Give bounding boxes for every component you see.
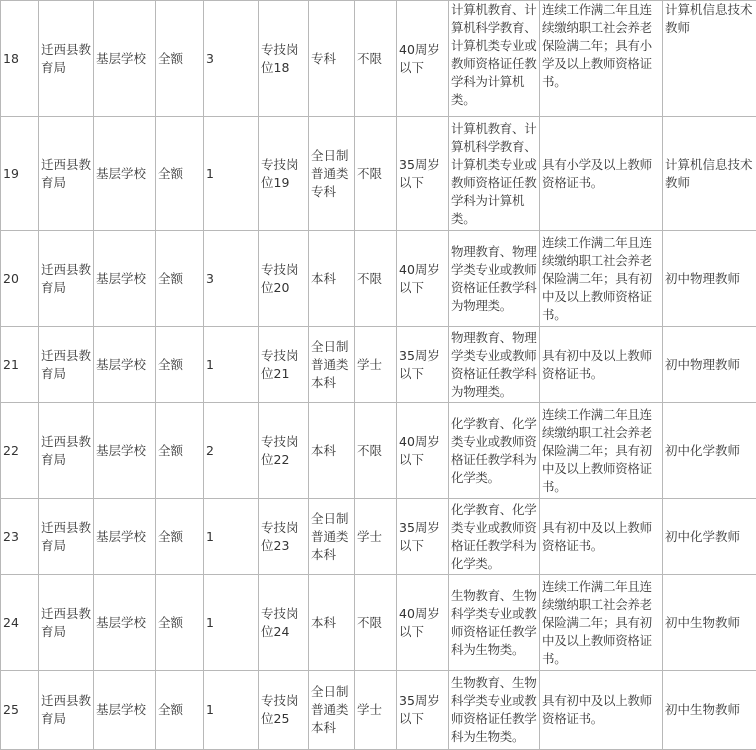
post-name: 专技岗位20 <box>259 231 309 327</box>
other-requirement: 具有初中及以上教师资格证书。 <box>540 499 663 575</box>
employer-unit: 迁西县教育局 <box>39 403 94 499</box>
age-requirement: 35周岁以下 <box>397 671 449 750</box>
major-requirement: 计算机教育、计算机科学教育、计算机类专业或教师资格证任教学科为计算机类。 <box>449 1 540 117</box>
post-name: 专技岗位25 <box>259 671 309 750</box>
other-requirement: 连续工作满二年且连续缴纳职工社会养老保险满二年；具有初中及以上教师资格证书。 <box>540 231 663 327</box>
remark: 初中生物教师 <box>663 671 756 750</box>
degree-requirement: 不限 <box>355 117 397 231</box>
education-requirement: 本科 <box>309 403 355 499</box>
unit-level: 基层学校 <box>94 231 156 327</box>
education-requirement: 全日制普通类专科 <box>309 117 355 231</box>
education-requirement: 专科 <box>309 1 355 117</box>
age-requirement: 40周岁以下 <box>397 231 449 327</box>
other-requirement: 具有小学及以上教师资格证书。 <box>540 117 663 231</box>
post-name: 专技岗位18 <box>259 1 309 117</box>
row-number: 20 <box>1 231 39 327</box>
unit-level: 基层学校 <box>94 327 156 403</box>
remark: 初中物理教师 <box>663 231 756 327</box>
education-requirement: 本科 <box>309 231 355 327</box>
row-number: 25 <box>1 671 39 750</box>
employer-unit: 迁西县教育局 <box>39 327 94 403</box>
hiring-count: 1 <box>204 575 259 671</box>
row-number: 24 <box>1 575 39 671</box>
employer-unit: 迁西县教育局 <box>39 117 94 231</box>
degree-requirement: 学士 <box>355 671 397 750</box>
other-requirement: 具有初中及以上教师资格证书。 <box>540 327 663 403</box>
funding-type: 全额 <box>156 671 204 750</box>
education-requirement: 全日制普通类本科 <box>309 499 355 575</box>
unit-level: 基层学校 <box>94 117 156 231</box>
employer-unit: 迁西县教育局 <box>39 1 94 117</box>
other-requirement: 连续工作满二年且连续缴纳职工社会养老保险满二年；具有小学及以上教师资格证书。 <box>540 1 663 117</box>
row-number: 21 <box>1 327 39 403</box>
education-requirement: 全日制普通类本科 <box>309 671 355 750</box>
post-name: 专技岗位21 <box>259 327 309 403</box>
major-requirement: 化学教育、化学类专业或教师资格证任教学科为化学类。 <box>449 499 540 575</box>
degree-requirement: 学士 <box>355 327 397 403</box>
unit-level: 基层学校 <box>94 403 156 499</box>
funding-type: 全额 <box>156 403 204 499</box>
funding-type: 全额 <box>156 117 204 231</box>
education-requirement: 全日制普通类本科 <box>309 327 355 403</box>
remark: 计算机信息技术教师 <box>663 1 756 117</box>
funding-type: 全额 <box>156 231 204 327</box>
table-row <box>1 671 756 750</box>
row-number: 23 <box>1 499 39 575</box>
age-requirement: 40周岁以下 <box>397 1 449 117</box>
major-requirement: 生物教育、生物科学类专业或教师资格证任教学科为生物类。 <box>449 671 540 750</box>
employer-unit: 迁西县教育局 <box>39 671 94 750</box>
age-requirement: 35周岁以下 <box>397 327 449 403</box>
remark: 计算机信息技术教师 <box>663 117 756 231</box>
other-requirement: 连续工作满二年且连续缴纳职工社会养老保险满二年；具有初中及以上教师资格证书。 <box>540 403 663 499</box>
major-requirement: 化学教育、化学类专业或教师资格证任教学科为化学类。 <box>449 403 540 499</box>
table-row <box>1 575 756 671</box>
age-requirement: 35周岁以下 <box>397 117 449 231</box>
degree-requirement: 不限 <box>355 403 397 499</box>
post-name: 专技岗位22 <box>259 403 309 499</box>
table-row <box>1 499 756 575</box>
hiring-count: 1 <box>204 117 259 231</box>
hiring-count: 1 <box>204 499 259 575</box>
major-requirement: 生物教育、生物科学类专业或教师资格证任教学科为生物类。 <box>449 575 540 671</box>
row-number: 22 <box>1 403 39 499</box>
employer-unit: 迁西县教育局 <box>39 575 94 671</box>
major-requirement: 计算机教育、计算机科学教育、计算机类专业或教师资格证任教学科为计算机类。 <box>449 117 540 231</box>
remark: 初中化学教师 <box>663 499 756 575</box>
unit-level: 基层学校 <box>94 575 156 671</box>
degree-requirement: 不限 <box>355 231 397 327</box>
hiring-count: 2 <box>204 403 259 499</box>
table-row <box>1 327 756 403</box>
unit-level: 基层学校 <box>94 499 156 575</box>
post-name: 专技岗位23 <box>259 499 309 575</box>
row-number: 19 <box>1 117 39 231</box>
employer-unit: 迁西县教育局 <box>39 231 94 327</box>
education-requirement: 本科 <box>309 575 355 671</box>
unit-level: 基层学校 <box>94 1 156 117</box>
major-requirement: 物理教育、物理学类专业或教师资格证任教学科为物理类。 <box>449 327 540 403</box>
table-row <box>1 403 756 499</box>
table-row <box>1 1 756 117</box>
age-requirement: 40周岁以下 <box>397 403 449 499</box>
unit-level: 基层学校 <box>94 671 156 750</box>
hiring-count: 1 <box>204 671 259 750</box>
employer-unit: 迁西县教育局 <box>39 499 94 575</box>
hiring-count: 3 <box>204 1 259 117</box>
age-requirement: 40周岁以下 <box>397 575 449 671</box>
table-row <box>1 231 756 327</box>
remark: 初中化学教师 <box>663 403 756 499</box>
table-row <box>1 117 756 231</box>
major-requirement: 物理教育、物理学类专业或教师资格证任教学科为物理类。 <box>449 231 540 327</box>
hiring-count: 1 <box>204 327 259 403</box>
hiring-count: 3 <box>204 231 259 327</box>
funding-type: 全额 <box>156 499 204 575</box>
degree-requirement: 不限 <box>355 1 397 117</box>
post-name: 专技岗位24 <box>259 575 309 671</box>
age-requirement: 35周岁以下 <box>397 499 449 575</box>
funding-type: 全额 <box>156 575 204 671</box>
degree-requirement: 学士 <box>355 499 397 575</box>
other-requirement: 具有初中及以上教师资格证书。 <box>540 671 663 750</box>
remark: 初中物理教师 <box>663 327 756 403</box>
row-number: 18 <box>1 1 39 117</box>
funding-type: 全额 <box>156 327 204 403</box>
other-requirement: 连续工作满二年且连续缴纳职工社会养老保险满二年；具有初中及以上教师资格证书。 <box>540 575 663 671</box>
degree-requirement: 不限 <box>355 575 397 671</box>
remark: 初中生物教师 <box>663 575 756 671</box>
post-name: 专技岗位19 <box>259 117 309 231</box>
funding-type: 全额 <box>156 1 204 117</box>
